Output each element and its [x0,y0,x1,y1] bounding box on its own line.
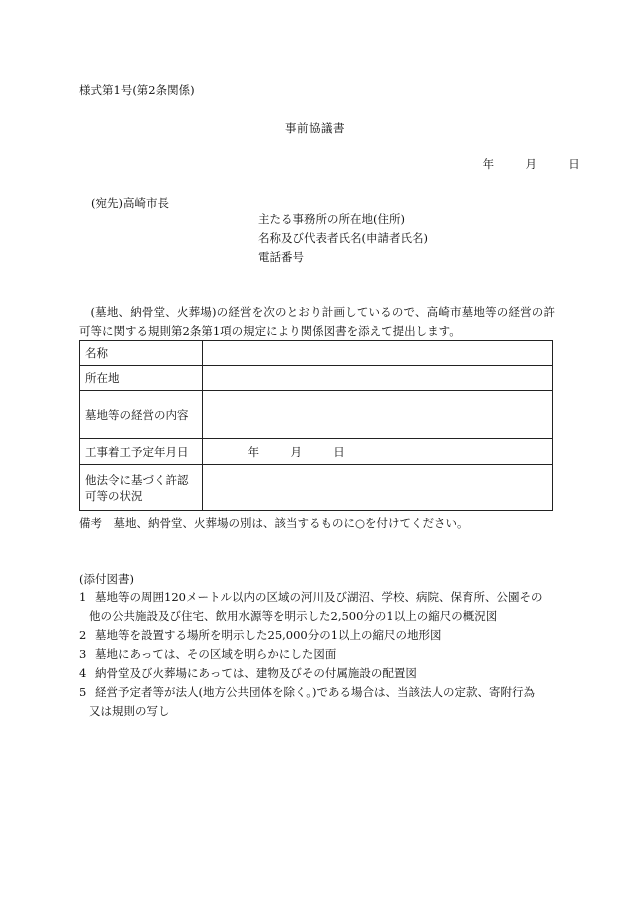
attachment-number: 5 [79,685,87,699]
date-month-label: 月 [525,157,537,171]
attachment-text: 納骨堂及び火葬場にあっては、建物及びその付属施設の配置図 [95,666,417,680]
table-row [80,465,553,511]
attachment-number: 2 [79,628,87,642]
form-number: 様式第1号(第2条関係) [79,83,195,97]
addressee: (宛先)高崎市長 [91,196,169,210]
attachment-number: 4 [79,666,87,680]
attachment-item [79,664,557,683]
row-label-name: 名称 [80,341,203,366]
applicant-name-representative: 名称及び代表者氏名(申請者氏名) [258,231,428,245]
attachment-text: 墓地等の周囲120メートル以内の区域の河川及び湖沼、学校、病院、保育所、公園その [95,590,543,604]
row-label-construction-date: 工事着工予定年月日 [80,439,203,465]
attachment-item [79,626,557,645]
body-text: (墓地、納骨堂、火葬場)の経営を次のとおり計画しているので、高崎市墓地等の経営の許可等に関する規則第2条第1項の規定により関係図書を添えて提出します。 [79,305,555,338]
row-value-name [203,341,553,366]
attachments-heading: (添付図書) [79,572,134,586]
table-row [80,366,553,391]
remarks: 備考 墓地、納骨堂、火葬場の別は、該当するものに○を付けてください。 [79,516,469,530]
row-label-other-permits: 他法令に基づく許認可等の状況 [80,465,203,511]
date-year-label: 年 [482,157,495,171]
info-table [79,340,553,511]
construction-year-label: 年 [247,444,260,459]
date-day-label: 日 [568,157,580,171]
attachment-number: 1 [79,590,87,604]
attachment-text: 経営予定者等が法人(地方公共団体を除く。)である場合は、当該法人の定款、寄附行為 [95,685,535,699]
attachment-text: 墓地等を設置する場所を明示した25,000分の1以上の縮尺の地形図 [95,628,442,642]
applicant-office-address: 主たる事務所の所在地(住所) [258,212,405,226]
attachment-item [79,588,557,626]
submission-date [445,156,580,172]
attachment-item [79,645,557,664]
row-value-location [203,366,553,391]
table-row [80,391,553,439]
attachment-text: 墓地にあっては、その区域を明らかにした図面 [95,647,337,661]
document-title: 事前協議書 [285,121,345,135]
attachment-item [79,683,557,721]
attachment-text-continued: 又は規則の写し [89,704,170,718]
table-row [80,439,553,465]
row-label-location: 所在地 [80,366,203,391]
row-value-construction-date [203,439,553,465]
attachment-text-continued: 他の公共施設及び住宅、飲用水源等を明示した2,500分の1以上の縮尺の概況図 [89,609,498,623]
construction-day-label: 日 [333,444,345,459]
applicant-phone: 電話番号 [258,250,304,264]
construction-month-label: 月 [290,444,302,459]
table-row [80,341,553,366]
row-value-operation-content [203,391,553,439]
attachment-number: 3 [79,647,87,661]
row-value-other-permits [203,465,553,511]
row-label-operation-content: 墓地等の経営の内容 [80,391,203,439]
